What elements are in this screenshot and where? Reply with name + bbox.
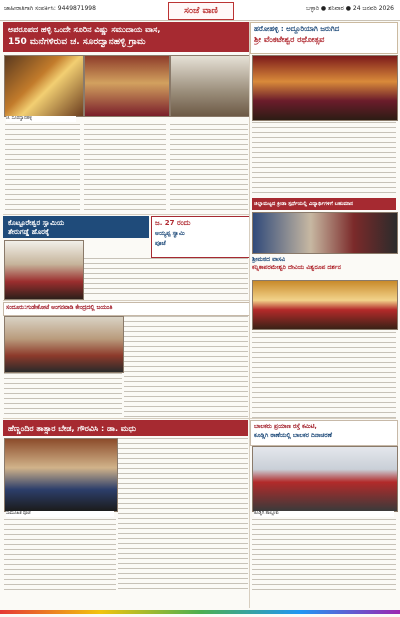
bus-photo (252, 446, 398, 512)
article-1-text-2 (84, 124, 166, 214)
section-6-title2: ಕೂಡ್ಲಿಗಿ ಠಾಣೆಯಲ್ಲಿ ಬಾಲಕರ ದಿನಾಚರಣೆ (254, 432, 332, 439)
section-3-text (252, 332, 396, 418)
date-box-line1: ಜ. 27 ರಂದು (155, 219, 191, 227)
festival-photo (4, 240, 84, 300)
masthead-contact: ಜಾಹೀರಾತಿಗಾಗಿ ಸಂಪರ್ಕಿಸಿ: 9449871998 (4, 5, 96, 12)
date-box-line3: ಪೂಜೆ (155, 240, 166, 247)
section-4-text-2 (4, 373, 122, 418)
anganwadi-photo (4, 316, 124, 373)
right-top-title2: ಶ್ರೀ ವೆಂಕಟೇಶ್ವರ ರಥೋತ್ಸವ (254, 35, 325, 44)
section-2-title2: ತೇರುಗಡ್ಡೆ ಹೊರಕ್ಕೆ (8, 228, 50, 236)
masthead-logo: ಸಂಜೆ ವಾಣಿ (168, 2, 234, 20)
masthead-date: ಬಳ್ಳಾರಿ ● ಶನಿವಾರ ● 24 ಜನವರಿ 2026 (306, 5, 394, 12)
right-top-title1: ಹರೋಹಳ್ಳಿ : ಅದ್ದೂರಿಯಾಗಿ ಜರುಗಿದ (254, 25, 340, 33)
row-divider-1 (3, 214, 249, 215)
headline-1-line2: 150 ಮನೆಗಳಿರುವ ಚ. ಸೂರದ್ವಾನಹಳ್ಳಿ ಗ್ರಾಮ (8, 37, 146, 47)
temple-photo-3 (170, 55, 250, 117)
section-2-text (84, 258, 248, 298)
temple-photo-2 (84, 55, 170, 117)
temple-photo-1 (4, 55, 84, 117)
section-2-title1: ಕೊಟ್ಟೂರೇಶ್ವರ ಸ್ವಾಮಿಯ (8, 219, 65, 227)
section-3-kicker: ಶ್ರೀಮಠದ ವಾಸವಿ (252, 256, 286, 263)
masthead (0, 0, 400, 21)
section-5-text (118, 438, 248, 593)
headline-1-line1: ಅಪರೂಪದ ಹಳ್ಳಿ ಒಂದೇ ಸೂರಿನ ವಿಷ್ಣು ಸಮುದಾಯ ವಾಸ, (8, 25, 161, 34)
row-divider-2 (3, 300, 249, 301)
article-1-text (5, 124, 80, 214)
section-4-title: ಸಂದೂರು:ಗುಡೇಕೋಟೆ ಅಂಗನವಾಡಿ ಕೇಂದ್ರದಲ್ಲಿ ಜಯಂತಿ (6, 305, 113, 311)
goddess-photo (252, 280, 398, 330)
section-5-title: ಹೆಣ್ಣಂದಿರ ತಾತ್ಸಾರ ಬೇಡ, ಗೌರವಿಸಿ : ಡಾ. ಮಧು (8, 424, 137, 433)
right-article-text (252, 122, 396, 197)
color-calibration-strip (0, 610, 400, 614)
seminar-photo (4, 438, 118, 512)
section-3-title: ಕನ್ನಿಕಾಪರಮೇಶ್ವರಿ ದೇವಿಯ ವಿಶ್ವರೂಪ ದರ್ಶನ (252, 265, 341, 271)
row-divider-3 (3, 418, 396, 419)
section-6-text (252, 519, 396, 593)
article-1-text-3 (170, 124, 248, 214)
column-divider-1 (249, 22, 250, 608)
section-5-text-2 (4, 519, 116, 593)
sports-photo (252, 212, 398, 254)
section-6-title1: ಬಾಲಕರು ಪ್ರಯಾಣ ರಸ್ತೆ ಕಮಿಟಿ, (254, 423, 317, 430)
section-4-text (124, 316, 248, 418)
caption-1: ಚ. ಸೂರದ್ವಾನಹಳ್ಳಿ (6, 116, 76, 122)
mid-right-banner: ಜಿಲ್ಲಾಮಟ್ಟದ ಕ್ರೀಡಾ ಸ್ಪರ್ಧೆಯಲ್ಲಿ ವಿದ್ಯಾರ್ಥಿಗಳಿಗೆ ಬಹುಮಾನ (254, 201, 354, 207)
caption-3: ಕೂಡ್ಲಿಗಿ ತಾಲ್ಲೂಕು (254, 511, 394, 517)
chariot-photo (252, 55, 398, 121)
date-box-line2: ಅಯ್ಯಪ್ಪ ಸ್ವಾಮಿ (155, 230, 185, 237)
caption-2: ಸಾಮೂಹಿಕ ಪೂಜೆ (6, 511, 114, 517)
